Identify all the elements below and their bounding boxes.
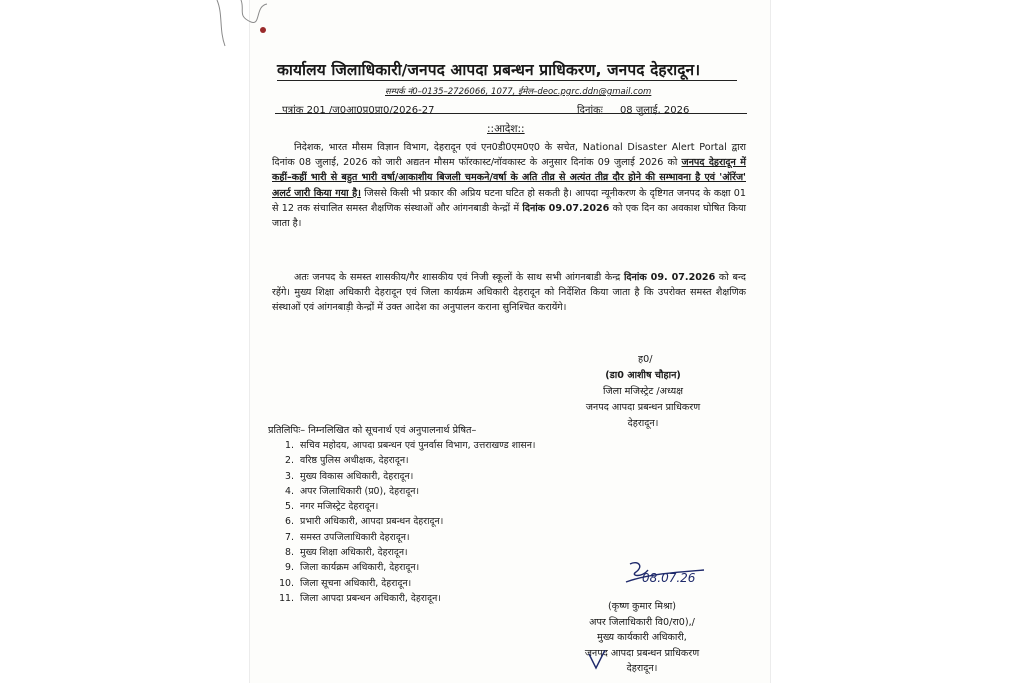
order-paragraph-1	[272, 140, 746, 231]
date-value: 08 जुलाई, 2026	[619, 105, 690, 116]
list-item-text: अपर जिलाधिकारी (प्र0), देहरादून।	[300, 485, 420, 497]
paragraph2-part1: अतः जनपद के समस्त शासकीय/गैर शासकीय एवं निजी स्कूलों के साथ सभी आंगनबाडी केन्द्र	[294, 272, 624, 283]
list-item-text: जिला आपदा प्रबन्धन अधिकारी, देहरादून।	[300, 592, 441, 604]
paragraph1-part1: निदेशक, भारत मौसम विज्ञान विभाग, देहरादून एवं एन0डी0एम0ए0 के सचेत, National Disaster Alert Portal द्वारा दिनांक 08 जुलाई, 2026 को जारी अद्यतन मौसम फॉरकास्ट/नॉवकास्ट के अनुसार दिनांक 09 जुलाई 2026 को	[272, 142, 746, 169]
signatory1-place: देहरादून।	[627, 418, 659, 429]
list-item	[278, 576, 535, 591]
reference-number: पत्रांक 201 /ज0आ0प्र0प्रा0/2026-27	[282, 105, 435, 116]
list-item-text: मुख्य विकास अधिकारी, देहरादून।	[300, 470, 414, 482]
list-item-number: 7.	[285, 531, 294, 543]
list-item-number: 1.	[285, 440, 294, 451]
list-item	[278, 560, 535, 575]
paragraph1-part3: को एक दिन का अवकाश घोषित किया जाता है।	[272, 202, 746, 230]
order-heading: ::आदेश::	[487, 123, 525, 135]
paragraph1-part2: जिससे किसी भी प्रकार की अप्रिय घटना घटित हो सकती है। आपदा न्यूनीकरण के दृष्टिगत जनपद के कक्षा 01 से 12 तक संचालित समस्त शैक्षणिक संस्थाओं और आंगनबाडी केन्द्रों में	[272, 187, 746, 214]
list-item-text: नगर मजिस्ट्रेट देहरादून।	[300, 501, 379, 513]
signatory1-designation2: जनपद आपदा प्रबन्धन प्राधिकरण	[585, 402, 701, 413]
list-item-number: 11.	[279, 592, 294, 604]
list-item-text: मुख्य शिक्षा अधिकारी, देहरादून।	[300, 547, 408, 559]
list-item	[278, 591, 535, 606]
list-item	[278, 438, 535, 453]
list-item	[278, 499, 535, 514]
list-item-number: 8.	[285, 547, 294, 559]
list-item-number: 2.	[285, 455, 294, 467]
paragraph2-part2: को बन्द रहेंगे। मुख्य शिक्षा अधिकारी देहरादून एवं जिला कार्यक्रम अधिकारी देहरादून को निर्देशित किया जाता है कि उपरोक्त समस्त शैक्षणिक संस्थाओं एवं आंगनबाड़ी केन्द्रों में उक्त आदेश का अनुपालन कराना सुनिश्चित करायेंगे।	[272, 272, 746, 314]
list-item-text: वरिष्ठ पुलिस अधीक्षक, देहरादून।	[300, 455, 409, 467]
list-item-number: 6.	[285, 516, 294, 528]
list-item-text: समस्त उपजिलाधिकारी देहरादून।	[300, 531, 410, 543]
copy-to-heading: प्रतिलिपिः– निम्नलिखित को सूचनार्थ एवं अनुपालनार्थ प्रेषित–	[268, 425, 477, 436]
signature-date: 08.07.26	[642, 571, 696, 585]
tag-string-decoration	[215, 0, 285, 50]
paragraph1-holiday-date: दिनांक 09.07.2026	[522, 202, 610, 214]
signatory2-designation3: जनपद आपदा प्रबन्धन प्राधिकरण	[584, 647, 700, 659]
reference-underline	[275, 113, 747, 114]
signatory2-place: देहरादून।	[626, 663, 658, 674]
list-item-number: 3.	[285, 470, 294, 482]
check-mark-icon	[587, 650, 607, 670]
list-item	[278, 530, 535, 545]
list-item-text: जिला सूचना अधिकारी, देहरादून।	[300, 577, 412, 589]
list-item	[278, 469, 535, 484]
list-item	[278, 453, 535, 468]
date-label: दिनांकः	[577, 105, 603, 116]
signatory2-name: (कृष्ण कुमार मिश्रा)	[608, 601, 676, 612]
list-item-text: सचिव महोदय, आपदा प्रबन्धन एवं पुनर्वास विभाग, उत्तराखण्ड शासन।	[300, 440, 536, 451]
signatory2-designation2: मुख्य कार्यकारी अधिकारी,	[597, 632, 687, 643]
paragraph1-highlight: जनपद देहरादून में कहीं–कहीं भारी से बहुत भारी वर्षा/आकाशीय बिजली चमकने/वर्षा के अति तीव्र से अत्यंत तीव्र दौर होने की सम्भावना है एवं 'ऑरेंज' अलर्ट जारी किया गया है।	[272, 157, 746, 199]
paragraph2-closure-date: दिनांक 09. 07.2026	[623, 272, 716, 283]
list-item-text: जिला कार्यक्रम अधिकारी, देहरादून।	[300, 562, 420, 574]
signed-mark: ह0/	[638, 354, 653, 365]
list-item-number: 5.	[285, 501, 294, 513]
list-item-text: प्रभारी अधिकारी, आपदा प्रबन्धन देहरादून।	[300, 516, 444, 528]
list-item-number: 10.	[279, 577, 294, 589]
signatory1-name: (डा0 आशीष चौहान)	[605, 370, 681, 381]
signatory1-designation1: जिला मजिस्ट्रेट /अध्यक्ष	[602, 386, 684, 397]
list-item	[278, 545, 535, 560]
order-paragraph-2	[272, 270, 746, 316]
list-item	[278, 484, 535, 499]
contact-info: सम्पर्क नं0–0135–2726066, 1077, ईमेल–deoc.pgrc.ddn@gmail.com	[385, 87, 652, 97]
copy-to-list	[278, 438, 535, 606]
title-underline	[277, 80, 737, 81]
office-title: कार्यालय जिलाधिकारी/जनपद आपदा प्रबन्धन प्राधिकरण, जनपद देहरादून।	[277, 61, 701, 79]
list-item-number: 4.	[285, 485, 294, 497]
list-item	[278, 514, 535, 529]
signatory-block-1	[578, 352, 708, 432]
signatory2-designation1: अपर जिलाधिकारी वि0/रा0),/	[589, 616, 695, 628]
list-item-number: 9.	[285, 562, 294, 574]
